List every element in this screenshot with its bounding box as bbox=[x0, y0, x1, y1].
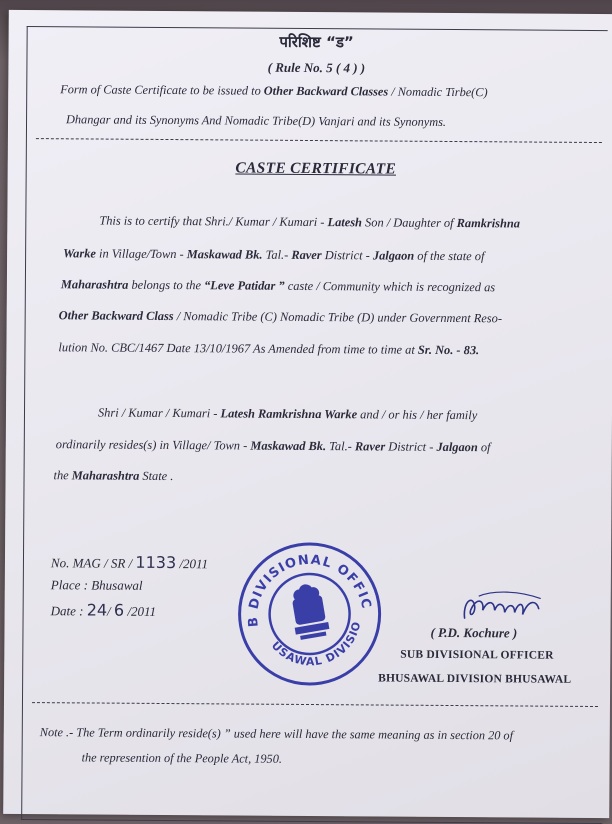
form-description-line-2: Dhangar and its Synonyms And Nomadic Tribe(D) Vanjari and its Synonyms. bbox=[66, 112, 447, 129]
taluka: Raver bbox=[291, 247, 322, 263]
para1-line-2: Warke in Village/Town - Maskawad Bk. Tal.- Raver District - Jalgaon of the state of bbox=[63, 246, 485, 264]
applicant-full-name: Latesh Ramkrishna Warke bbox=[220, 406, 358, 422]
note-line-2: the represention of the People Act, 1950. bbox=[81, 750, 283, 766]
district: Jalgaon bbox=[372, 248, 415, 263]
para1-line-5: lution No. CBC/1467 Date 13/10/1967 As Amended from time to time at Sr. No. - 83. bbox=[58, 340, 480, 358]
signatory-name: ( P.D. Kochure ) bbox=[430, 624, 518, 641]
serial-number: Sr. No. - 83. bbox=[417, 342, 480, 358]
issue-date: Date : 24/ 6 /2011 bbox=[50, 600, 157, 620]
para1-line-1: This is to certify that Shri./ Kumar / Kumari - Latesh Son / Daughter of Ramkrishna bbox=[99, 213, 521, 231]
para1-line-3: Maharashtra belongs to the “Leve Patidar ” caste / Community which is recognized as bbox=[60, 277, 496, 295]
para1-line-4: Other Backward Class / Nomadic Tribe (C) Nomadic Tribe (D) under Government Reso- bbox=[58, 308, 503, 326]
signatory-title: SUB DIVISIONAL OFFICER bbox=[400, 648, 554, 662]
village: Maskawad Bk. bbox=[186, 247, 263, 262]
state: Maharashtra bbox=[60, 277, 129, 292]
para2-line-1: Shri / Kumar / Kumari - Latesh Ramkrishna Warke and / or his / her family bbox=[97, 405, 478, 423]
note-line-1: Note .- The Term ordinarily reside(s) ” used here will have the same meaning as in section 20 of bbox=[39, 725, 514, 743]
svg-text:BHUSAWAL DIVISION: BHUSAWAL DIVISION bbox=[268, 619, 364, 669]
surname: Warke bbox=[63, 246, 96, 261]
para2-line-3: the Maharashtra State . bbox=[53, 468, 174, 484]
handwritten-number: 1133 bbox=[135, 552, 177, 573]
emblem-icon bbox=[288, 582, 331, 641]
category: Other Backward Class bbox=[58, 308, 174, 324]
father-name: Ramkrishna bbox=[456, 216, 521, 231]
rule-number: ( Rule No. 5 ( 4 ) ) bbox=[267, 59, 366, 76]
signatory-division: BHUSAWAL DIVISION BHUSAWAL bbox=[378, 672, 572, 686]
form-description-line-1: Form of Caste Certificate to be issued to Other Backward Classes / Nomadic Tirbe(C) bbox=[60, 82, 488, 100]
svg-text:SUB DIVISIONAL OFFICER: SUB DIVISIONAL OFFICER bbox=[245, 552, 374, 628]
certificate-page bbox=[3, 10, 612, 818]
para2-line-2: ordinarily resides(s) in Village/ Town - Maskawad Bk. Tal.- Raver District - Jalgaon of bbox=[55, 437, 491, 455]
official-stamp-seal bbox=[234, 538, 385, 689]
applicant-first-name: Latesh bbox=[327, 215, 363, 230]
caste-name: “Leve Patidar ” bbox=[204, 278, 285, 293]
appendix-heading: परिशिष्ट “ड” bbox=[279, 32, 354, 52]
handwritten-signature bbox=[459, 588, 549, 629]
certificate-title: CASTE CERTIFICATE bbox=[235, 159, 397, 178]
place: Place : Bhusawal bbox=[50, 577, 143, 593]
certificate-number: No. MAG / SR / 1133 /2011 bbox=[50, 552, 209, 573]
